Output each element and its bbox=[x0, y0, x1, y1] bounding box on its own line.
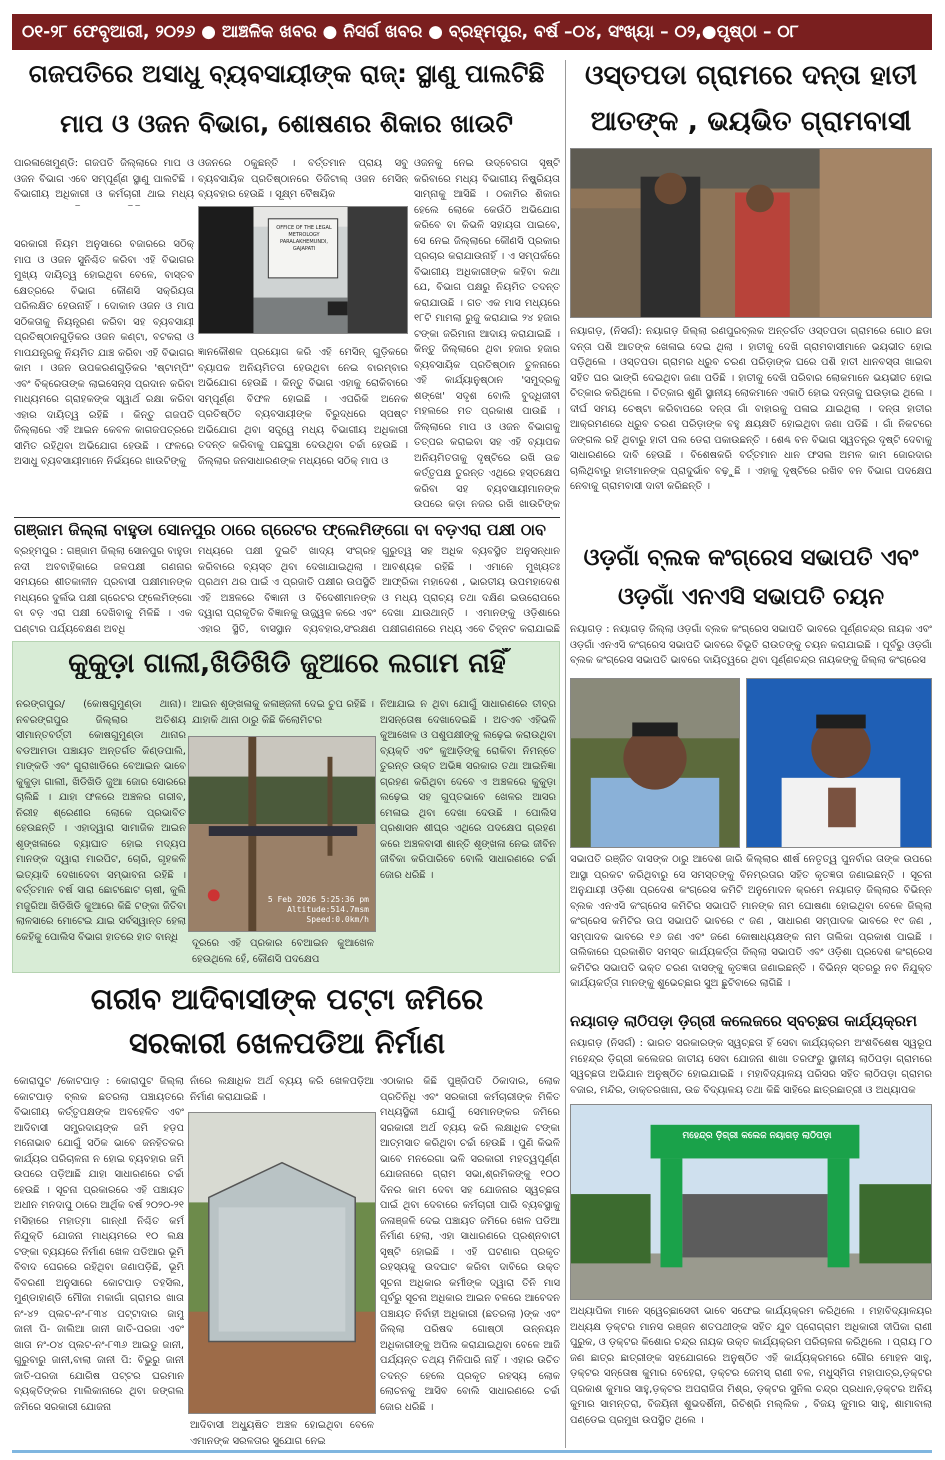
story1-col2-body: ଜ୍ଞାନକୌଶଳ ପ୍ରୟୋଗ କରି ଏହି ମେସିନ୍ ଗୁଡ଼ିକରେ ବ୍ୟାପକ ଅନିୟମିତତା ହେଉଥିବା ନେଇ ବାରମ୍ବାର ଅଭିଯୋଗ ହେଉଛି । କିନ୍ତୁ ବିଭାଗ ଏହାକୁ ରୋକିବାରେ ସମ୍ପୂର୍ଣ୍ଣ ବିଫଳ ହୋଇଛି । ଏପରିକି ଅନେକ ପ୍ରତିଷ୍ଠିତ ବ୍ୟବସାୟୀଙ୍କ ବିରୁଦ୍ଧରେ ସ୍ପଷ୍ଟ ଅଭିଯୋଗ ଥିବା ସତ୍ତ୍ୱେ ମଧ୍ୟ ବିଭାଗୀୟ ଅଧିକାରୀ ତଦନ୍ତ କରିବାକୁ ପଛଘୁଞ୍ଚା ଦେଉଥିବା ଚର୍ଚ୍ଚା ହେଉଛି । ଜିଲ୍ଲାର ଜନସାଧାରଣଙ୍କ ମଧ୍ୟରେ ସଠିକ୍ ମାପ ଓ bbox=[198, 347, 408, 467]
story4-headline: କୁକୁଡ଼ା ଗାଲୀ,ଖିଡିଖିଡି ଜୁଆରେ ଲଗାମ ନାହିଁ bbox=[68, 648, 506, 679]
story6-col2-bottom: ଆଦିବାସୀ ଅଧ୍ୟୁଷିତ ଅଞ୍ଚଳ ହୋଇଥିବା ବେଳେ ଏମାନଙ୍କ ସରଳତାର ସୁଯୋଗ ନେଇ bbox=[190, 1420, 374, 1447]
story6-headline-line2: ସରକାରୀ ଖେଳପଡିଆ ନିର୍ମାଣ bbox=[128, 1027, 446, 1060]
photo-stamp-date: 5 Feb 2026 5:25:36 pm bbox=[267, 895, 369, 904]
masthead-text: ୦୧-୨୮ ଫେବୃଆରୀ, ୨୦୨୬ ● ଆଞ୍ଚଳିକ ଖବର ● ନିସର୍ଗ ଖବର ● ବ୍ରହ୍ମପୁର, ବର୍ଷ –୦୪, ସଂଖ୍ୟା – ୦୨,●ପୃଷ୍ଠା – ୦୮ bbox=[22, 22, 799, 42]
college-gate-photo bbox=[570, 1104, 932, 1300]
story5-headline-line2: ଓଡ଼ଗାଁ ଏନଏସି ସଭାପତି ଚୟନ bbox=[617, 584, 885, 610]
photo-stamp-speed: Speed:0.0km/h bbox=[306, 915, 369, 924]
story5-body: ସଭାପତି ରଞ୍ଜିତ ଦାସଙ୍କ ଠାରୁ ଆଦେଶ ଜାରି କିଲ୍ଲାର ଶୀର୍ଷ ନେତୃତ୍ୱ ପୁନର୍ବାର ତାଙ୍କ ଉପରେ ଆସ୍ଥା ପ୍ରକଟ କରିଥିବାରୁ ସେ ସମସ୍ତଙ୍କୁ ବିନମ୍ରତାର ସହିତ କୃତଜ୍ଞତା ଜଣାଇଛନ୍ତି । ସୂଚନା ଅନୁଯାୟୀ ଓଡ଼ିଶା ପ୍ରଦେଶ କଂଗ୍ରେସ କମିଟି ଅନୁମୋଦନ କ୍ରମେ ନୟାଗଡ଼ ଜିଲ୍ଲାର ବିଭିନ୍ନ ବ୍ଲକ ଏନଏସି କଂଗ୍ରେସ କମିଟିର ସଭାପତି ମାନଙ୍କ ନାମ ଘୋଷଣା ହୋଇଥିବା ବେଳେ ଜିଲ୍ଲା କଂଗ୍ରେସ କମିଟିର ଉପ ସଭାପତି ଭାବରେ ୯ ଜଣ , ସାଧାରଣ ସମ୍ପାଦକ ଭାବରେ ୧୯ ଜଣ , ସମ୍ପାଦକ ଭାବରେ ୧୬ ଜଣ ଏବଂ ଜଣେ କୋଷାଧ୍ୟକ୍ଷଙ୍କ ନାମ ତାଲିକା ପ୍ରକାଶ ପାଇଛି । ତାଲିକାରେ ପ୍ରକାଶିତ ସମସ୍ତ କାର୍ଯ୍ୟକର୍ତ୍ତା ଜିଲ୍ଲା ସଭାପତି ଏବଂ ଓଡ଼ିଶା ପ୍ରଦେଶ କଂଗ୍ରେସ କମିଟିର ସଭାପତି ଭକ୍ତ ଚରଣ ଦାସଙ୍କୁ କୃତଜ୍ଞତା ଜଣାଇଛନ୍ତି । ବିଭିନ୍ନ ସ୍ତରରୁ ନବ ନିଯୁକ୍ତ କାର୍ଯ୍ୟକର୍ତ୍ତା ମାନଙ୍କୁ ଶୁଭେଚ୍ଛାର ସୁଅ ଛୁଟିବାରେ ଲାଗିଛି । bbox=[570, 854, 932, 989]
story6-headline-line1: ଗରୀବ ଆଦିବାସୀଙ୍କ ପଟ୍ଟା ଜମିରେ bbox=[90, 983, 484, 1016]
story1-col3: ଓଜନକୁ ନେଇ ଉଦ୍‌ବେଗତା ସୃଷ୍ଟି କରିବାରେ ମଧ୍ୟ ବିଭାଗୀୟ ନିଷ୍କ୍ରିୟତା ସାମ୍ନାକୁ ଆସିଛି । ଠକାମିର ଶିକାର ହେଲେ ଲୋକେ କେଉଁଠି ଅଭିଯୋଗ କରିବେ ବା କିଭଳି ସହାୟତା ପାଇବେ, ସେ ନେଇ ଜିଲ୍ଲାରେ କୌଣସି ପ୍ରକାର ପ୍ରଚାର କରାଯାଉନାହିଁ । ଏ ସମ୍ପର୍କରେ ବିଭାଗୀୟ ଅଧିକାରୀଙ୍କ କହିବା କଥା ଯେ, ବିଭାଗ ପକ୍ଷରୁ ନିୟମିତ ତଦନ୍ତ କରାଯାଉଛି । ଗତ ଏକ ମାସ ମଧ୍ୟରେ ୧୮ଟି ମାମଲା ରୁଜୁ କରାଯାଇ ୨୪ ହଜାର ଟଙ୍କା ଜରିମାନା ଆଦାୟ କରାଯାଇଛି । କିନ୍ତୁ ଜିଲ୍ଲାରେ ଥିବା ହଜାର ହଜାର ବ୍ୟବସାୟିକ ପ୍ରତିଷ୍ଠାନ ତୁଳନାରେ ଏହି କାର୍ଯ୍ୟାନୁଷ୍ଠାନ 'ସମୁଦ୍ରକୁ ଶଙ୍ଖେ' ସଦୃଶ ବୋଲି ବୁଦ୍ଧିଜୀବୀ ମହଲରେ ମତ ପ୍ରକାଶ ପାଉଛି । ଜିଲ୍ଲାରେ ମାପ ଓ ଓଜନ ବିଭାଗକୁ ତତ୍ପର କରାଇବା ସହ ଏହି ବ୍ୟାପକ ଅନିୟମିତତାକୁ ଦୃଷ୍ଟିରେ ରଖି ଉଚ୍ଚ କର୍ତ୍ତୃପକ୍ଷ ତୁରନ୍ତ ଏଥିରେ ହସ୍ତକ୍ଷେପ କରିବା ସହ ବ୍ୟବସାୟୀମାନଙ୍କ ଉପରେ କଡ଼ା ନଜର ରଖି ଖାଉଟିଙ୍କ bbox=[414, 158, 560, 510]
bibhuti-rout-photo bbox=[746, 678, 932, 848]
college-gate-signboard: ମହେନ୍ଦ୍ର ଡ଼ିଗ୍ରୀ କଲେଜ ନୟାଗଡ଼ ଲାଠିପଡ଼ା bbox=[682, 1131, 832, 1141]
story1-col1-top: ପାରଳାଖେମୁଣ୍ଡି: ଗଜପତି ଜିଲ୍ଲାରେ ମାପ ଓ ଓଜନ ବିଭାଗ ଏବେ ସମ୍ପୂର୍ଣ୍ଣ ସ୍ଥାଣୁ ପାଲଟିଛି । ବିଭାଗୀୟ ଅଧିକାରୀ ଓ କର୍ମଚାରୀ ଥାଇ ମଧ୍ୟ bbox=[14, 158, 194, 200]
story1-headline-line2: ମାପ ଓ ଓଜନ ବିଭାଗ, ଶୋଷଣର ଶିକାର ଖାଉଟି bbox=[60, 110, 513, 138]
story7-headline: ନୟାଗଡ଼ ଲାଠିପଡ଼ା ଡ଼ିଗ୍ରୀ କଲେଜରେ ସ୍ବଚ୍ଛତା କାର୍ଯ୍ୟକ୍ରମ bbox=[570, 1013, 917, 1030]
story2-headline-line1: ଓସ୍ତପଡା ଗ୍ରାମରେ ଦନ୍ତା ହାତୀ bbox=[584, 60, 918, 91]
legal-metrology-office-photo bbox=[198, 206, 408, 334]
playground-plaque-photo bbox=[188, 1112, 376, 1414]
story7-intro: ନୟାଗଡ଼ (ନିସର୍ଗ) : ଭାରତ ସରକାରଙ୍କ ସ୍ୱଚ୍ଛତା ହିଁ ସେବା କାର୍ଯ୍ୟକ୍ରମ ଅଂଶବିଶେଷ ସ୍ୱରୂପ ମହେନ୍ଦ୍ର ଡ଼ିଗ୍ରୀ କଲେଜର ଜାତୀୟ ସେବା ଯୋଜନା ଶାଖା ତରଫରୁ ସ୍ଥାନୀୟ ଲାଠିପଡ଼ା ଗ୍ରାମରେ ସ୍ୱଚ୍ଛତା ଅଭିଯାନ ଅନୁଷ୍ଠିତ ହୋଇଯାଇଛି । ମହାବିଦ୍ୟାଳୟ ପରିସର ସହିତ ଲାଠିପଡ଼ା ଗ୍ରାମର ବଜାର, ମନ୍ଦିର, ଡାକ୍ତରଖାନା, ଉଚ୍ଚ ବିଦ୍ୟାଳୟ ତଥା କିଛି ସାହିରେ ଛାତ୍ରଛାତ୍ରୀ ଓ ଅଧ୍ୟାପକ bbox=[570, 1038, 932, 1096]
story1-col1-body: ସରକାରୀ ନିୟମ ଅନୁସାରେ ବଜାରରେ ସଠିକ୍ ମାପ ଓ ଓଜନ ସୁନିଶ୍ଚିତ କରିବା ଏହି ବିଭାଗର ମୁଖ୍ୟ ଦାୟିତ୍ୱ ହୋଇଥିବା ବେଳେ, ବାସ୍ତବ କ୍ଷେତ୍ରରେ ବିଭାଗ କୌଣସି ସକ୍ରିୟତା ପରିଲକ୍ଷିତ ହେଉନାହିଁ । ଦୋକାନ ଓଜନ ଓ ମାପ ସଠିକତାକୁ ନିୟନ୍ତ୍ରଣ କରିବା ସହ ବ୍ୟବସାୟୀ ପ୍ରତିଷ୍ଠାନଗୁଡ଼ିକର ଓଜନ କଣ୍ଟା, ବଟକରା ଓ ମାପଯନ୍ତ୍ରକୁ ନିୟମିତ ଯାଞ୍ଚ କରିବା ଏହି ବିଭାଗର କାମ । ଓଜନ ଉପକରଣଗୁଡ଼ିକର 'ଷ୍ଟାମ୍ପିଂ' ଏବଂ ବିକ୍ରେତାଙ୍କ ଲାଇସେନ୍ସ ପ୍ରଦାନ କରିବା ମାଧ୍ୟମରେ ଗ୍ରାହକଙ୍କ ସ୍ୱାର୍ଥ ରକ୍ଷା କରିବା ଏହାର ଦାୟିତ୍ୱ ରହିଛି । କିନ୍ତୁ ଗଜପତି ଜିଲ୍ଲାରେ ଏହି ଆଇନ କେବଳ କାଗଜପତ୍ରରେ ସୀମିତ ରହିଥିବା ଅଭିଯୋଗ ହେଉଛି । ଫଳରେ ଅସାଧୁ ବ୍ୟବସାୟୀମାନେ ନିର୍ଭୟରେ ଖାଉଟିଙ୍କୁ bbox=[14, 239, 194, 467]
story3-col2: ମଧ୍ୟରେ ପକ୍ଷୀ ଦୁଇଟି ଖାଦ୍ୟ ସଂଗ୍ରହ କରିବାରେ ବ୍ୟସ୍ତ ଥିବା ଦେଖାଯାଇଥିଲା । ପ୍ରଥମ ଥର ପାଇଁ ଏ ପ୍ରଜାତି ପକ୍ଷୀର ଉପସ୍ଥିତି ଏହି ଅଞ୍ଚଳରେ ବିଜ୍ଞାନୀ ଓ ବିଦେଶୀମାନଙ୍କ ଦ୍ୱାରା ପ୍ରାକୃତିକ ବିଜ୍ଞାନକୁ ଉଜ୍ଜ୍ୱଳ କରେ ଏବଂ ଏହାର ସ୍ଥିତି, ବାସସ୍ଥାନ ବ୍ୟବହାର,ସଂରକ୍ଷଣ bbox=[198, 546, 376, 635]
photo-stamp-altitude: Altitude:514.7msm bbox=[287, 905, 369, 914]
story4-col3: ନିଆଯାଇ ନ ଥିବା ଯୋଗୁଁ ସାଧାରଣରେ ତୀବ୍ର ଅସନ୍ତୋଷ ଦେଖାଦେଇଛି । ଅତଏବ ଏହିଭଳି କୁଆଖେଳ ଓ ପଶୁପକ୍ଷୀଙ୍କୁ ଲଢ଼େଇ କରାଉଥିବା ବ୍ୟକ୍ତି ଏବଂ କୁଆଡ଼ିଙ୍କୁ ରୋକିବା ନିମନ୍ତେ ତୁରନ୍ତ ଉକ୍ତ ଅଭିଜ୍ଞ ସରକାର ତଥା ଆଇନିଜ୍ଞା ଗ୍ରହଣ କରିଥିବା ଦେବେ ଏ ଅଞ୍ଚଳରେ କୁକୁଡ଼ା ଲଢ଼େଇ ସହ ଗୁପ୍ତଭାବେ ଖେଳର ଆସର ମେଳାଇ ଥିବା ଦେଖା ଦେଉଛି । ପୋଲିସ ପ୍ରଶାସନ ଶୀଘ୍ର ଏଥିରେ ପଦକ୍ଷେପ ଗ୍ରହଣ କରେ ଅଞ୍ଚଳବାସୀ ଶାନ୍ତି ଶୃଙ୍ଖଳା ନେଇ ଜୀବିନ ଜୀବିକା କରିପାରିବେ ବୋଲି ସାଧାରଣରେ ଚର୍ଚ୍ଚା ଜୋର ଧରିଛି । bbox=[380, 699, 556, 881]
elephant-damaged-house-photo bbox=[570, 148, 932, 318]
story4-col2-bottom: ଦୂରରେ ଏହି ପ୍ରକାର ବେଆଇନ କୁଆଖେଳ ହେଉଥିଲେ ହେଁ, କୌଣସି ପଦକ୍ଷେପ bbox=[192, 938, 374, 965]
story4-col1: ନରଙ୍ଗପୁର/ (କୋଷଗୁମୁଣ୍ଡା ଥାନା)। ନବରଙ୍ଗପୁର ଜିଲ୍ଲାର ଅତିଶୟ ସୀମାନ୍ତବର୍ତ୍ତୀ କୋଷଗୁମୁଣ୍ଡା ଥାନାର ବଡଆମଡା ପଞ୍ଚାୟତ ଅନ୍ତର୍ଗତ କିଣ୍ଡପାଲି, ମାଙ୍କଡି ଏବଂ ଗୁରାଖାଡିରେ ବେଆଇନ ଭାବେ କୁକୁଡ଼ା ଗାଲୀ, ଖିଡିଖିଡି ଜୁଆ ଜୋର ସୋରରେ ଚାଲିଛି । ଯାହା ଫଳରେ ଅଞ୍ଚଳର ଗରୀବ, ନିରୀହ ଶ୍ରେଣୀର ଲୋକେ ପ୍ରଭାବିତ ହେଉଛନ୍ତି । ଏହାଦ୍ୱାରା ସାମାଜିକ ଆଇନ ଶୃଙ୍ଖଳାରେ ବ୍ୟାଘାତ ହୋଇ ମଦ୍ୟପ ମାନଙ୍କ ଦ୍ୱାରା ମାରପିଟ, ଚୋରି, ଗୃହକଳି ଇତ୍ୟାଦି ଦେଖାଦେବା ସମ୍ଭାବନା ରହିଛି । ବର୍ତ୍ତମାନ ବର୍ଷ ସାରା ଛୋଟଛୋଟ ଚାଷୀ, କୁଲି ମଜୁରିଆ ଖିଡିଖିଡି କୁଆରେ କିଛି ଟଙ୍କା ଜିତିବା ଲାଳସାରେ ମୋଟେଇ ଯାଇ ସର୍ବସ୍ୱାନ୍ତ ହେଲା କେହିକୁ ପୋଲିସ ବିଭାଗ ହାତରେ ହାତ ବାନ୍ଧି bbox=[16, 699, 186, 943]
story1-divider bbox=[14, 517, 560, 518]
story5-headline-line1: ଓଡ଼ଗାଁ ବ୍ଲକ କଂଗ୍ରେସ ସଭାପତି ଏବଂ bbox=[583, 545, 919, 571]
purnachandra-nayak-photo bbox=[570, 678, 740, 848]
story6-col1: କୋରାପୁଟ /କୋଟପାଡ଼ : କୋରାପୁଟ ଜିଲ୍ଲା କୋଟପାଡ଼ ବ୍ଲକ ଛତରଲା ପଞ୍ଚାୟତରେ ବିଭାଗୀୟ କର୍ତ୍ତୃପକ୍ଷଙ୍କ ଅବହେଳିତ ଏବଂ ଆଦିବାସୀ ସମ୍ପ୍ରଦାୟଙ୍କ ଜମି ହଡ଼ପ ମନୋଭାବ ଯୋଗୁଁ ସଠିକ ଭାବେ ଜନହିତକର କାର୍ଯ୍ୟର ପରିଚାଳନା ନ ହୋଇ ବ୍ୟବହାର ଜମି ଉପରେ ପଡ଼ିଆଛି ଯାହା ସାଧାରଣରେ ଚର୍ଚ୍ଚା ହେଉଛି । ସୂଚନା ପ୍ରକାରରେ ଏହି ପଞ୍ଚାୟତ ଅଧୀନ ମନଦାପୁ ଠାରେ ଆର୍ଥିକ ବର୍ଷ ୨୦୨୦-୨୧ ମସିହାରେ ମହାତ୍ମା ଗାନ୍ଧୀ ନିଶ୍ଚିତ କର୍ମ ନିଯୁକ୍ତି ଯୋଜନା ମାଧ୍ୟମରେ ୧୦ ଲକ୍ଷ ଟଙ୍କା ବ୍ୟୟରେ ନିର୍ମାଣ ଖେଳ ପଡିଆର ଭୂମି ବିବାଦ ଘେରରେ ରହିଥିବା ଜଣାପଡ଼ିଛି, ଭୂମି ବିବରଣୀ ଅନୁସାରେ କୋଟପାଡ଼ ତହସିଲ, ମୁଣ୍ଡାହାଣ୍ଡି ମୌଜା ମକାଗାଁ ଗ୍ରାମର ଖାତା ନଂ-୪୨ ପ୍ଲଟ-ନଂ-୮୩୪ ପଟ୍ଟାଦାର ଜାମୁ ଜାନୀ ପି- ଜାଲିଆ ଜାନୀ ଜାତି-ପରଜା ଏବଂ ଖାତା ନଂ-୦୪ ପ୍ଲଟ-ନଂ-୮୩୬ ଆଇଡୁ ଜାନୀ, ଗୁରୁବାରୁ ଜାନୀ,ବାଲା ଜାନୀ ପି: ବିଭୁରୁ ଜାନୀ ଜାତି-ପରଜା ଯୋଗିଷ ପଟ୍ଟର ଘରମାନ ବ୍ୟକ୍ତିଙ୍କର ମାଲିକାନାରେ ଥିବା ଜଙ୍ଗଲ ଜମିରେ ସରକାରୀ ଯୋଜନା bbox=[14, 1076, 184, 1413]
story6-col2-top: ନାଁରେ ଲକ୍ଷାଧିକ ଅର୍ଥ ବ୍ୟୟ କରି ଖେଳପଡ଼ିଆ ନିର୍ମାଣ କରାଯାଇଛି । bbox=[190, 1076, 374, 1103]
story3-col3: ଗୁରୁତ୍ୱ ସହ ଅଧିକ ବ୍ୟବସ୍ଥିତ ଅନୁସନ୍ଧାନ ଆବଶ୍ୟକ ରହିଛି । ଏମାନେ ମୁଖ୍ୟତଃ ଆଫ୍ରିକା ମହାଦେଶ , ଭାରତୀୟ ଉପମହାଦେଶ ଓ ମଧ୍ୟ ପ୍ରାଚ୍ୟ ତଥା ଦକ୍ଷିଣ ଇଉରୋପରେ ଦେଖା ଯାଉଥାନ୍ତି । ଏମାନଙ୍କୁ ଓଡ଼ିଶାରେ ପକ୍ଷୀଗଣନାରେ ମଧ୍ୟ ଏବେ ଚିହ୍ନଟ କରାଯାଇଛି bbox=[382, 546, 560, 635]
story4-col2-top: ଆଇନ ଶୃଙ୍ଖଳାକୁ କଳାଞ୍ଜଳୀ ଦେଇ ଚୁପ ରହିଛି । ଯାହାକି ଥାନା ଠାରୁ କିଛି କିଲୋମିଟର bbox=[192, 699, 374, 726]
column-divider bbox=[565, 60, 566, 1448]
story1-headline-line1: ଗଜପତିରେ ଅସାଧୁ ବ୍ୟବସାୟୀଙ୍କ ରାଜ୍: ସ୍ଥାଣୁ ପାଲଟିଛି bbox=[28, 60, 545, 88]
story7-body: ଅଧ୍ୟାପିକା ମାନେ ସ୍ୱେଚ୍ଛାସେବୀ ଭାବେ ସଫେଇ କାର୍ଯ୍ୟକ୍ରମ କରିଥିଲେ । ମହାବିଦ୍ୟାଳୟର ଅଧ୍ୟକ୍ଷ ଡ଼କ୍ଟର ମାନସ ରଞ୍ଜନ ଶତପଥୀଙ୍କ ସହିତ ଯୁବ ପ୍ରୋଗ୍ରାମ ଅଧିକାରୀ ଦୀପିକା ରାଣୀ ପୁରୁକ, ଓ ଡ଼କ୍ଟର କିଶୋର ଚନ୍ଦ୍ର ନାୟକ ଉକ୍ତ କାର୍ଯ୍ୟକ୍ରମ ପରିଚାଳନା କରିଥିଲେ । ପ୍ରାୟ ୮୦ ଜଣ ଛାତ୍ର ଛାତ୍ରୀଙ୍କ ସହଯୋଗରେ ଅନୁଷ୍ଠିତ ଏହି କାର୍ଯ୍ୟକ୍ରମରେ ଗୌର ମୋହନ ସାହୁ, ଡ଼କ୍ଟର ସନ୍ତୋଷ କୁମାର ବେହେରା, ଡ଼କ୍ଟର ଜେମସ୍ ରାଣୀ ବଳ, ମଧୁସ୍ମିତା ମହାପାତ୍ର,ଡ଼କ୍ଟର ପ୍ରକାଶ କୁମାର ସାହୁ,ଡ଼କ୍ଟର ଅପରାଜିତା ମିଶ୍ର, ଡ଼କ୍ଟର ସୁନିଲ ଚନ୍ଦ୍ର ପ୍ରଧାନ,ଡ଼କ୍ଟର ଅନିୟ କୁମାର ସାମନ୍ତରା, ବିଜୟିନୀ ଶୁଭଦର୍ଶିନୀ, ରିଚିଶ୍ରି ମଲ୍ଲିକ , ବିଜୟ କୁମାର ସାହୁ, ଶାମାବାଲା ପଣ୍ଡେଇ ପ୍ରମୁଖ ଉପସ୍ଥିତ ଥିଲେ । bbox=[570, 1306, 932, 1426]
photo-geo-stamp bbox=[268, 895, 369, 925]
masthead-bar bbox=[12, 14, 932, 50]
story5-intro: ନୟାଗଡ଼ : ନୟାଗଡ଼ ଜିଲ୍ଲା ଓଡ଼ଗାଁ ବ୍ଲକ କଂଗ୍ରେସ ସଭାପତି ଭାବରେ ପୂର୍ଣ୍ଣଚନ୍ଦ୍ର ନାୟକ ଏବଂ ଓଡ଼ଗାଁ ଏନଏସି କଂଗ୍ରେସ ସଭାପତି ଭାବରେ ବିଭୂତି ରାଉତଙ୍କୁ ଚୟନ କରାଯାଇଛି । ପୂର୍ବରୁ ଓଡ଼ଗାଁ ବ୍ଲକ କଂଗ୍ରେସ ସଭାପତି ଭାବରେ ଦାୟିତ୍ୱରେ ଥିବା ପୂର୍ଣ୍ଣଚନ୍ଦ୍ର ନାୟକଙ୍କୁ ଜିଲ୍ଲା କଂଗ୍ରେସ bbox=[570, 624, 932, 666]
cockfight-gathering-photo bbox=[188, 736, 376, 932]
footer-rule bbox=[12, 1450, 932, 1453]
story2-body: ନୟାଗଡ଼, (ନିସର୍ଗ): ନୟାଗଡ଼ ଜିଲ୍ଲା ରଣପୁରବ୍ଲକ ଅନ୍ତର୍ଗତ ଓସ୍ତପଡା ଗ୍ରାମରେ ଗୋଠ ଛଡା ଦନ୍ତା ପଶି ଆତଙ୍କ ଖେଳାଇ ଦେଇ ଥିଲା । ହାତୀକୁ ଦେଖି ଗ୍ରାମବାସୀମାନେ ଭୟଭୀତ ହୋଇ ପଡ଼ିଥିଲେ । ଓସ୍ତପଡା ଗ୍ରାମର ଧ୍ରୁବ ଚରଣ ପରିଡ଼ାଙ୍କ ଘରେ ପଶି ହାତୀ ଧାନବସ୍ତା ଖାଇବା ସହିତ ଘର ଭାଙ୍ଗି ଦେଇଥିବା ଜଣା ପଡିଛି । ହାତୀକୁ ଦେଖି ପରିବାର ଲୋକମାନେ ଭୟଭୀତ ହୋଇ ଚିତ୍କାର କରିଥିଲେ । ଚିତ୍କାର ଶୁଣି ସ୍ଥାନୀୟ ଲୋକମାନେ ଏକାଠି ହୋଇ ଦନ୍ତାକୁ ଘଉଡ଼ାଇ ଥିଲେ । ଦୀର୍ଘ ସମୟ ଚେଷ୍ଟା କରିବାପରେ ଦନ୍ତା ଗାଁ ବାହାରକୁ ପଳାଇ ଯାଇଥିଲା । ଦନ୍ତା ହାତୀର ଆକ୍ରମଣରେ ଧ୍ରୁବ ଚରଣ ପରିଡ଼ାଙ୍କ ବହୁ କ୍ଷୟକ୍ଷତି ହୋଇଥିବା ଜଣା ପଡିଛି । ଗାଁ ନିକଟରେ ଜଙ୍ଗଲ ରହି ଥିବାରୁ ହାତୀ ପଲ ଡେରା ପକାଉଛନ୍ତି । ଶେଣ୍ଢ ବନ ବିଭାଗ ସ୍ୱତନ୍ତ୍ର ଦୃଷ୍ଟି ଦେବାକୁ ସାଧାରଣରେ ଦାବି ହେଉଛି । ବିଶେଷକରି ବର୍ତ୍ତମାନ ଧାନ ଫସଲ ଅମଳ କାମ ଜୋରଦାର ଚାଲିଥିବାରୁ ହାତୀମାନଙ୍କ ପ୍ରାଦୁର୍ଭାବ ବଢ଼ୁଛି । ଏହାକୁ ଦୃଷ୍ଟିରେ ରଖିବ ବନ ବିଭାଗ ପଦକ୍ଷେପ ନେବାକୁ ଗ୍ରାମବାସୀ ଦାବୀ କରିଛନ୍ତି । bbox=[570, 326, 932, 492]
story2-headline-line2: ଆତଙ୍କ , ଭୟଭିତ ଗ୍ରାମବାସୀ bbox=[590, 106, 912, 137]
story3-col1: ବ୍ରହ୍ମପୁର : ଗଞ୍ଜାମ ଜିଲ୍ଲା ସୋନପୁର ବାହୁଡା ନଦୀ ଅବବାହିକାରେ ଜଳପକ୍ଷୀ ଗଣନାର ସମୟରେ ଶୀତକାଳୀନ ପ୍ରବାସୀ ପକ୍ଷୀମାନଙ୍କ ମଧ୍ୟରେ ଦୁର୍ଲଭ ପକ୍ଷୀ ଗ୍ରେଟର ଫ୍ଲେମିଙ୍ଗୋ ବା ବଡ଼ ଏରା ପକ୍ଷୀ ଦେଖିବାକୁ ମିଳିଛି । ଏକ ଘଣ୍ଟାର ପର୍ଯ୍ୟବେକ୍ଷଣ ଅବଧି bbox=[14, 546, 192, 635]
story6-col3: ଏଠାକାର କିଛି ପୁଞ୍ଜିପତି ଠିକାଦାର, ଲୋକ ପ୍ରତିନିଧି ଏବଂ ସରକାରୀ କର୍ମଚାରୀଙ୍କ ମିଳିତ ମଧ୍ୟସ୍ଥିକୀ ଯୋଗୁଁ ସେମାନଙ୍କର ଜମିରେ ସରକାରୀ ଅର୍ଥ ବ୍ୟୟ କରି ଲକ୍ଷାଧିକ ଟଙ୍କା ଆତ୍ମସାତ କରିଥିବା ଚର୍ଚ୍ଚା ହେଉଛି । ପୁଣି କିଭଳି ଭାବେ ମନରେଗା ଭଳି ସରକାରୀ ମହତ୍ୱପୂର୍ଣ୍ଣ ଯୋଜନାରେ ଗ୍ରାମ ସଭା,ଶ୍ରମିକଙ୍କୁ ୧୦୦ ଦିନର କାମ ଦେବା ସହ ଯୋଜନାର ସ୍ୱଚ୍ଛତା ପାଇଁ ଥିବା ଦେବାରେ କର୍ମଚାରୀ ପାରି ବ୍ୟବସ୍ଥାକୁ ଜଳାଞ୍ଜଳି ଦେଇ ପଞ୍ଚାୟତ ଜମିରେ ଖେଳ ପଡିଆ ନିର୍ମାଣ ହେଲା, ଏହା ସାଧାରଣରେ ପ୍ରଶ୍ନବାଚୀ ସୃଷ୍ଟି ହୋଇଛି । ଏହି ଘଟଣାର ପ୍ରକୃତ ରହସ୍ୟକୁ ଉଦଘାଟ କରିବା ଦାବିରେ ଉକ୍ତ ସୂଚନା ଅଧିକାର କର୍ମୀଙ୍କ ଦ୍ୱାରା ତିନି ମାସ ପୂର୍ବରୁ ସୂଚନା ଅଧିକାର ଆଇନ ବଳରେ ଆବେଦନ ପଞ୍ଚାୟତ ନିର୍ବାହୀ ଅଧିକାରୀ (ଛତରଲା )ଙ୍କ ଏବଂ ଜିଲ୍ଲା ପରିଷଦ ଗୋଷ୍ଠୀ ଉନ୍ନୟନ ଅଧିକାରୀଙ୍କୁ ଅପିଲ କରାଯାଇଥିବା ବେଳେ ଆଜି ପର୍ଯ୍ୟନ୍ତ ତଥ୍ୟ ମିଳିପାରି ନାହିଁ । ଏହାର ଉଚିତ ତଦନ୍ତ ହେଲେ ପ୍ରକୃତ ରହସ୍ୟ ଲୋକ ଲୋଚନକୁ ଆସିବ ବୋଲି ସାଧାରଣରେ ଚର୍ଚ୍ଚା ଜୋର ଧରିଛି । bbox=[380, 1076, 560, 1413]
story1-col2-top: ଓଜନରେ ଠକୁଛନ୍ତି । ବର୍ତ୍ତମାନ ପ୍ରାୟ ସବୁ ବ୍ୟବସାୟିକ ପ୍ରତିଷ୍ଠାନରେ ଡିଜିଟାଲ୍ ଓଜନ ମେସିନ୍ ବ୍ୟବହାର ହେଉଛି । ସୂକ୍ଷ୍ମ ବୈଷୟିକ bbox=[198, 158, 408, 200]
story3-headline: ଗଞ୍ଜାମ ଜିଲ୍ଲା ବାହୁଡା ସୋନପୁର ଠାରେ ଗ୍ରେଟର ଫ୍ଲେମିଙ୍ଗୋ ବା ବଡ଼ଏରା ପକ୍ଷୀ ଠାବ bbox=[14, 521, 546, 539]
office-signboard-text: OFFICE OF THE LEGAL METROLOGY PARALAKHEMUNDI, GAJAPATI bbox=[276, 225, 332, 252]
